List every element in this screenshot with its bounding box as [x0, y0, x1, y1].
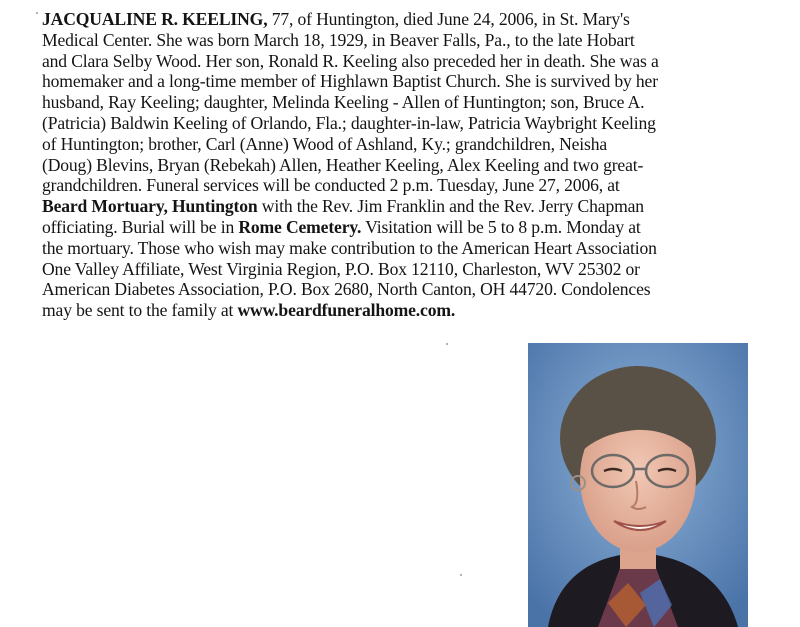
- cemetery-name: Rome Cemetery.: [238, 216, 362, 237]
- scan-speck: [446, 343, 448, 345]
- obituary-line-12: the mortuary. Those who wish may make contribution to the American Heart Association: [42, 237, 657, 258]
- obituary-line-9: grandchildren. Funeral services will be conducted 2 p.m. Tuesday, June 27, 2006, at: [42, 175, 620, 196]
- scan-speck: [460, 574, 462, 576]
- obituary-line-6: (Patricia) Baldwin Keeling of Orlando, Fla.; daughter-in-law, Patricia Waybright Keeling: [42, 112, 656, 133]
- obituary-line-2: Medical Center. She was born March 18, 1929, in Beaver Falls, Pa., to the late Hobart: [42, 29, 635, 50]
- deceased-name: JACQUALINE R. KEELING,: [42, 9, 268, 29]
- obituary-line-5: husband, Ray Keeling; daughter, Melinda Keeling - Allen of Huntington; son, Bruce A.: [42, 92, 645, 113]
- obituary-line-3: and Clara Selby Wood. Her son, Ronald R. Keeling also preceded her in death. She was a: [42, 50, 659, 71]
- funeral-home-name: Beard Mortuary, Huntington: [42, 196, 258, 217]
- obituary-line-13: One Valley Affiliate, West Virginia Region, P.O. Box 12110, Charleston, WV 25302 or: [42, 258, 640, 279]
- obituary-line-7: of Huntington; brother, Carl (Anne) Wood of Ashland, Ky.; grandchildren, Neisha: [42, 133, 608, 154]
- scan-speck: [36, 12, 38, 14]
- obituary-text: [42, 9, 782, 321]
- obituary-line-1: JACQUALINE R. KEELING, 77, of Huntington, died June 24, 2006, in St. Mary's: [42, 9, 630, 29]
- funeral-home-website: www.beardfuneralhome.com.: [237, 300, 456, 321]
- obituary-line-14: American Diabetes Association, P.O. Box 2680, North Canton, OH 44720. Condolences: [42, 279, 651, 300]
- obituary-line-8: (Doug) Blevins, Bryan (Rebekah) Allen, Heather Keeling, Alex Keeling and two great-: [42, 154, 644, 175]
- obituary-line-11: officiating. Burial will be in Rome Cemetery. Visitation will be 5 to 8 p.m. Monday at: [42, 216, 641, 237]
- obituary-line-15: may be sent to the family at www.beardfuneralhome.com.: [42, 300, 456, 321]
- portrait-photo: [528, 343, 748, 627]
- obituary-line-4: homemaker and a long-time member of Highlawn Baptist Church. She is survived by her: [42, 71, 658, 92]
- obituary-line-10: Beard Mortuary, Huntington with the Rev. Jim Franklin and the Rev. Jerry Chapman: [42, 196, 644, 217]
- portrait-illustration: [528, 343, 748, 627]
